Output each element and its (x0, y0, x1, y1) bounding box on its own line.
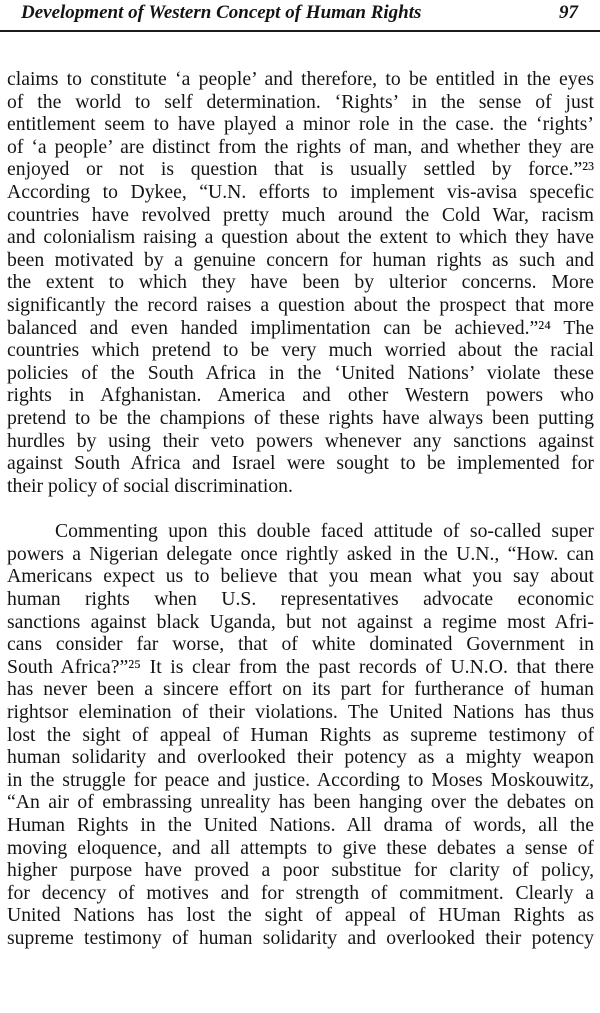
text-line: significantly the record raises a question about the prospect that more (7, 293, 594, 316)
text-line: entitlement seem to have played a minor role in the case. the ‘rights’ (7, 113, 594, 136)
text-line: Commenting upon this double faced attitude of so-called super (55, 520, 594, 543)
text-line: rights in Afghanistan. America and other Western powers who (7, 384, 594, 407)
running-title: Development of Western Concept of Human Rights (21, 2, 422, 23)
text-line: countries have revolved pretty much around the Cold War, racism (7, 203, 594, 226)
text-line: sanctions against black Uganda, but not against a regime most Afri- (7, 610, 594, 633)
text-line: pretend to be the champions of these rights have always been putting (7, 406, 594, 429)
text-line: claims to constitute ‘a people’ and therefore, to be entitled in the eyes (7, 68, 594, 90)
text-line: human rights when U.S. representatives advocate economic (7, 588, 594, 611)
text-line: human solidarity and overlooked their potency as a mighty weapon (7, 746, 594, 769)
text-line: policies of the South Africa in the ‘United Nations’ violate these (7, 361, 594, 384)
text-line: hurdles by using their veto powers whenever any sanctions against (7, 429, 594, 452)
running-header (21, 2, 578, 26)
text-line: and colonialism raising a question about the extent to which they have (7, 226, 594, 249)
text-line: supreme testimony of human solidarity and overlooked their potency (7, 926, 594, 949)
text-line: “An air of embrassing unreality has been hanging over the debates on (7, 791, 594, 814)
paragraph-2 (7, 520, 594, 949)
text-line: of the world to self determination. ‘Rights’ in the sense of just (7, 90, 594, 113)
header-rule (0, 30, 600, 32)
text-line: against South Africa and Israel were sought to be implemented for (7, 452, 594, 475)
text-line: higher purpose have proved a poor substitue for clarity of policy, (7, 859, 594, 882)
text-line: Americans expect us to believe that you mean what you say about (7, 565, 594, 588)
text-line: balanced and even handed implimentation can be achieved.”²⁴ The (7, 316, 594, 339)
text-line: cans consider far worse, that of white dominated Government in (7, 633, 594, 656)
body-text (7, 68, 594, 950)
text-line: United Nations has lost the sight of appeal of HUman Rights as (7, 904, 594, 927)
text-line: in the struggle for peace and justice. According to Moses Moskouwitz, (7, 768, 594, 791)
text-line: the extent to which they have been by ulterior concerns. More (7, 271, 594, 294)
text-line: their policy of social discrimination. (7, 474, 293, 497)
text-line: powers a Nigerian delegate once rightly asked in the U.N., “How. can (7, 542, 594, 565)
text-line: According to Dykee, “U.N. efforts to implement vis-avisa specefic (7, 180, 594, 203)
text-line: lost the sight of appeal of Human Rights as supreme testimony of (7, 723, 594, 746)
text-line: countries which pretend to be very much worried about the racial (7, 339, 594, 362)
text-line: moving eloquence, and all attempts to give these debates a sense of (7, 836, 594, 859)
text-line: enjoyed or not is question that is usually settled by force.”²³ (7, 158, 594, 181)
text-line: Human Rights in the United Nations. All drama of words, all the (7, 814, 594, 836)
text-line: been motivated by a genuine concern for human rights as such and (7, 248, 594, 271)
paragraph-1 (7, 68, 594, 497)
text-line: of ‘a people’ are distinct from the rights of man, and whether they are (7, 135, 594, 158)
page-number: 97 (559, 2, 578, 23)
text-line: for decency of motives and for strength of commitment. Clearly a (7, 881, 594, 904)
text-line: South Africa?”²⁵ It is clear from the past records of U.N.O. that there (7, 655, 594, 678)
text-line: rightsor elemination of their violations. The United Nations has thus (7, 701, 594, 724)
text-line: has never been a sincere effort on its part for furtherance of human (7, 678, 594, 701)
